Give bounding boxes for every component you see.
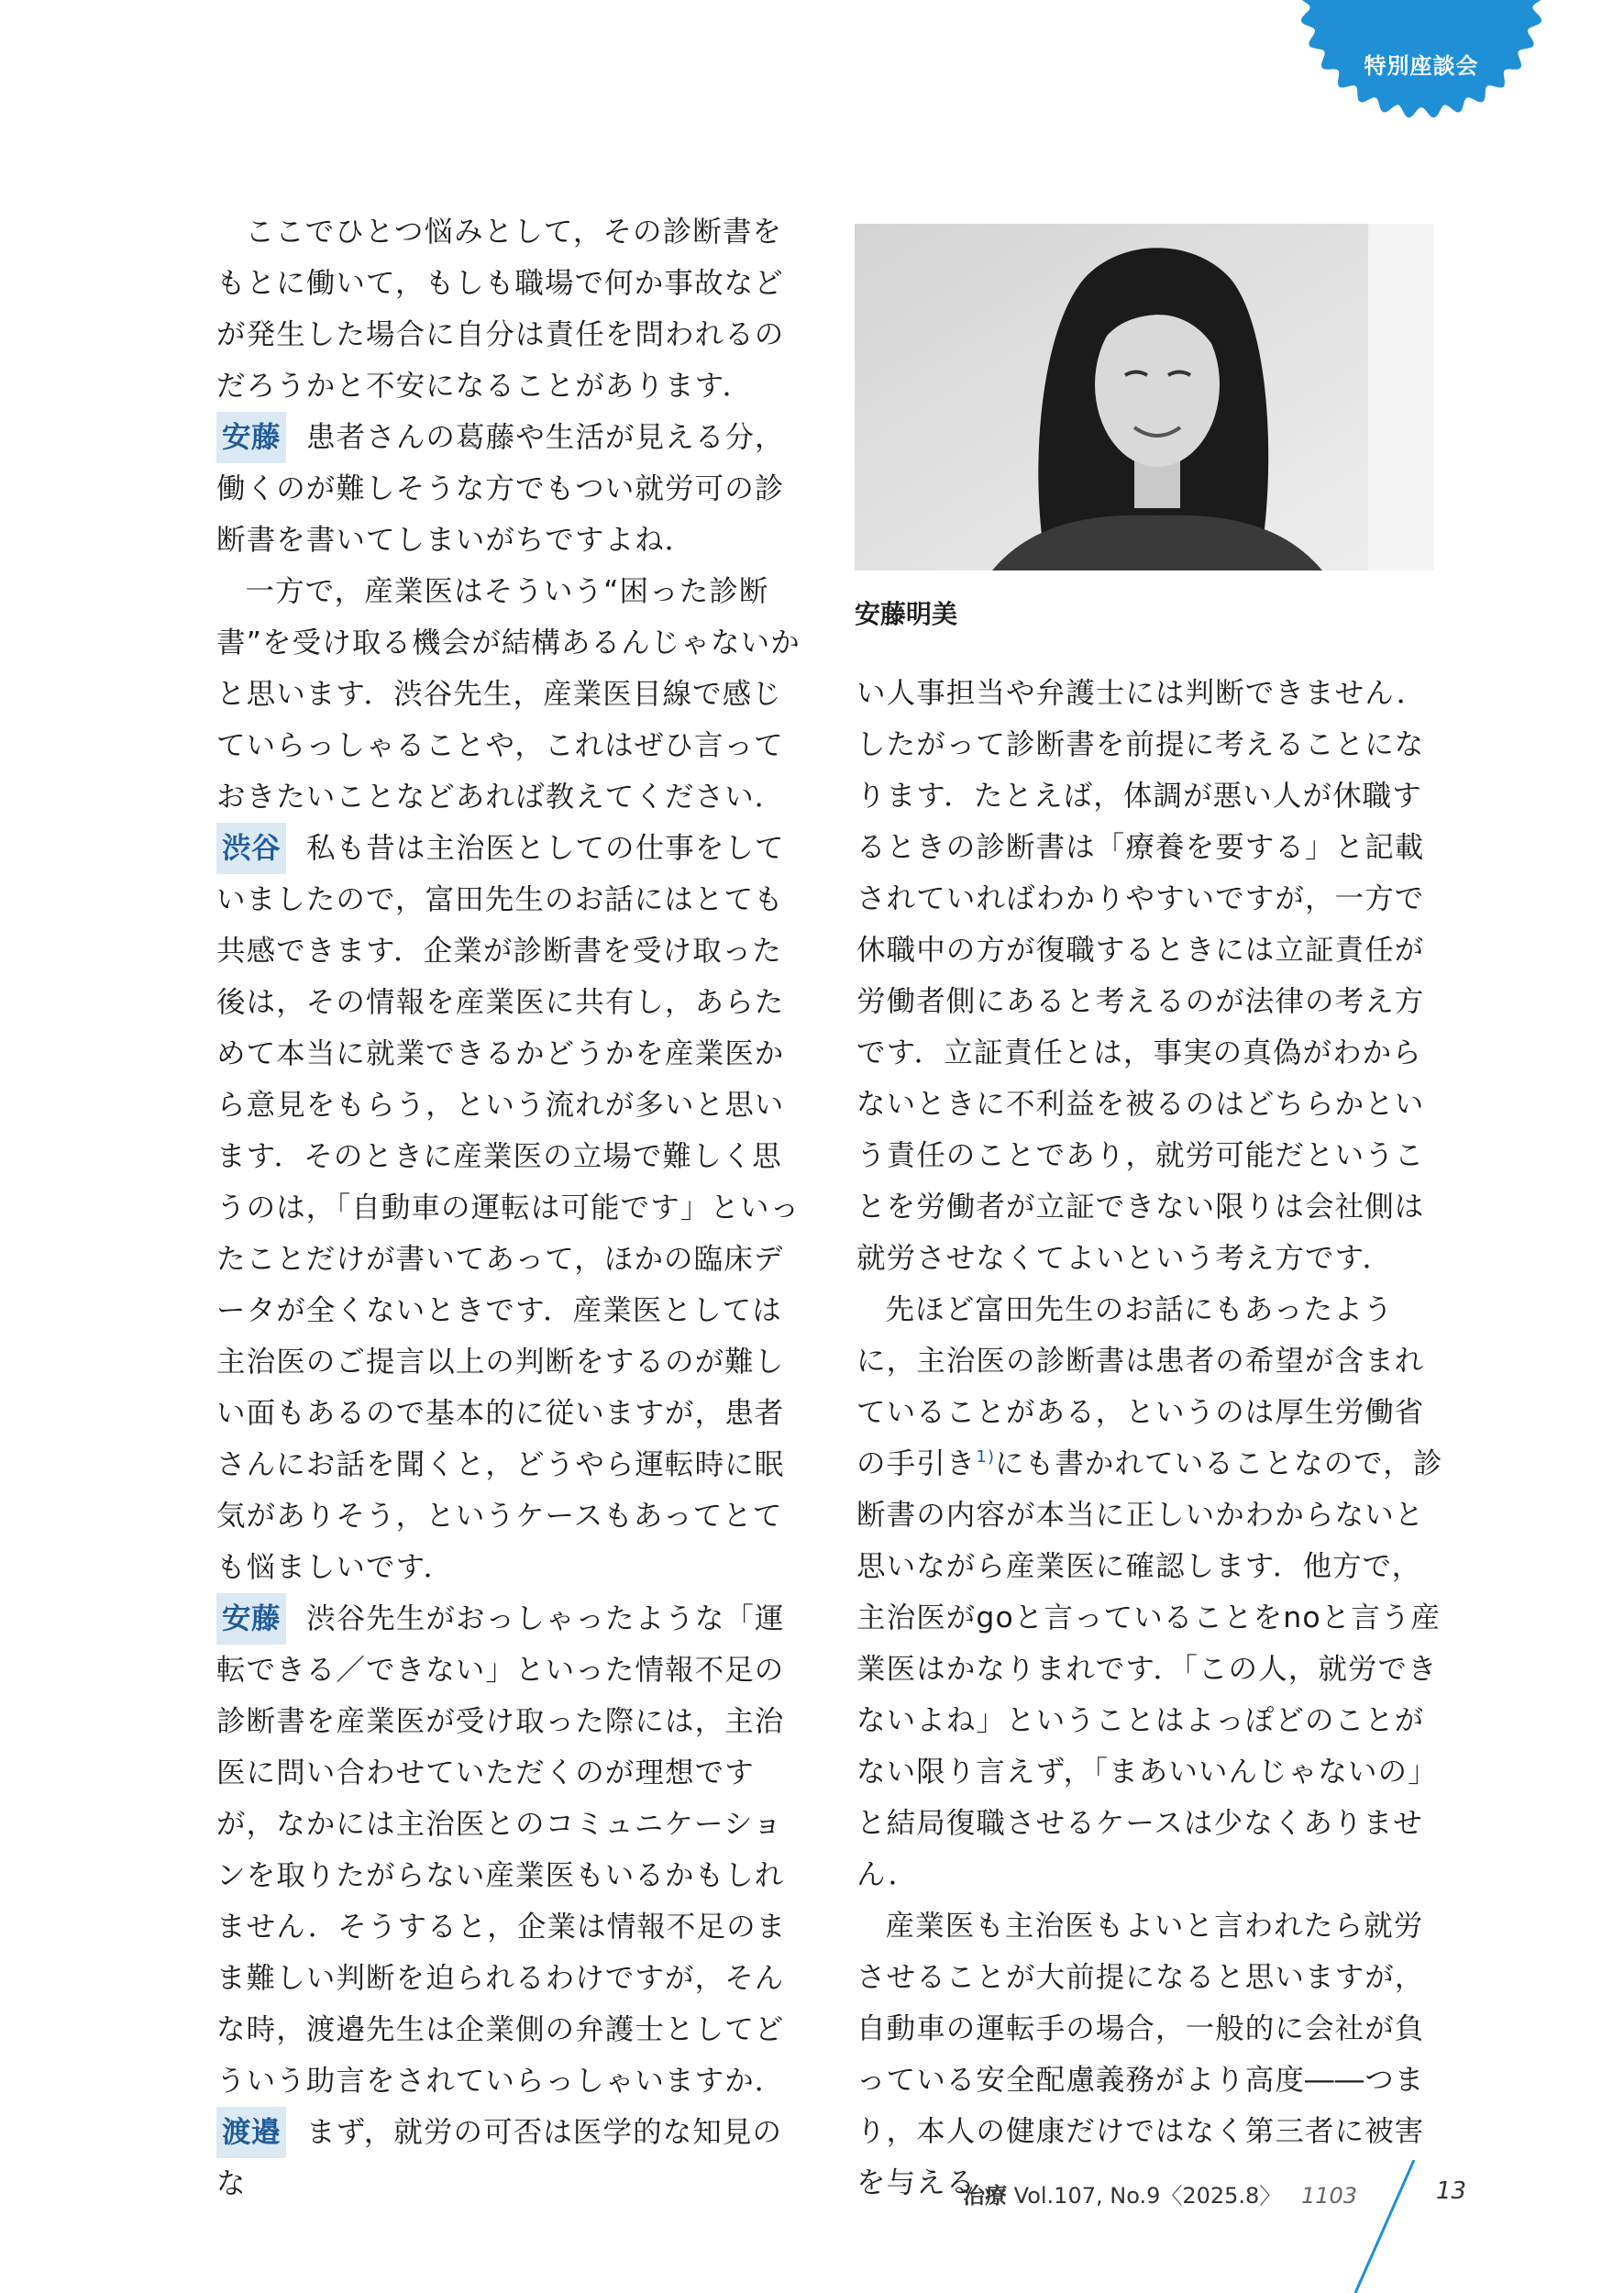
portrait-image bbox=[855, 224, 1434, 570]
photo-caption: 安藤明美 bbox=[855, 599, 958, 629]
paragraph: 先ほど富田先生のお話にもあったように，主治医の診断書は患者の希望が含まれていることがある，というのは厚生労働省の手引き$^{1)}$にも書かれていることなので，診断書の内容が本当に正しいかわからないと思いながら産業医に確認します．他方で，主治医がgoと言っていることをnoと言う産業医はかなりまれです．「この人，就労できないよね」ということはよっぽどのことがない限り言えず，「まあいいんじゃないの」と結局復職させるケースは少なくありません． bbox=[856, 1293, 1443, 1891]
paragraph-shibuya: 渋谷 私も昔は主治医としての仕事をしていましたので，富田先生のお話にはとても共感できます．企業が診断書を受け取った後は，その情報を産業医に共有し，あらためて本当に就業できるかどうかを産業医から意見をもらう，という流れが多いと思います．そのときに産業医の立場で難しく思うのは，「自動車の運転は可能です」といったことだけが書いてあって，ほかの臨床データが全くないときです．産業医としては主治医のご提言以上の判断をするのが難しい面もあるので基本的に従いますが，患者さんにお話を聞くと，どうやら運転時に眠気がありそう，というケースもあってとても悩ましいです． bbox=[216, 823, 803, 1593]
paragraph-ando-1: 安藤 患者さんの葛藤や生活が見える分，働くのが難しそうな方でもつい就労可の診断書を書いてしまいがちですよね． bbox=[216, 412, 803, 566]
speaker-label-ando: 安藤 bbox=[216, 1593, 286, 1645]
paragraph-watanabe: 渡邉 まず，就労の可否は医学的な知見のな bbox=[216, 2107, 803, 2210]
reference-marker[interactable]: 1) bbox=[976, 1447, 996, 1467]
journal-issue: Vol.107, No.9〈2025.8〉 bbox=[1013, 2183, 1282, 2209]
speaker-label-ando: 安藤 bbox=[216, 412, 286, 463]
page-footer bbox=[963, 2177, 1357, 2210]
paragraph: 産業医も主治医もよいと言われたら就労させることが大前提になると思いますが，自動車の運転手の場合，一般的に会社が負っている安全配慮義務がより高度――つまり，本人の健康だけではなく第三者に被害を与える bbox=[856, 1910, 1425, 2199]
paragraph-continued: い人事担当や弁護士には判断できません．したがって診断書を前提に考えることになります．たとえば，体調が悪い人が休職するときの診断書は「療養を要する」と記載されていればわかりやすいですが，一方で休職中の方が復職するときには立証責任が労働者側にあると考えるのが法律の考え方です．立証責任とは，事実の真偽がわからないときに不利益を被るのはどちらかという責任のことであり，就労可能だということを労働者が立証できない限りは会社側は就労させなくてよいという考え方です． bbox=[856, 677, 1427, 1275]
page-number: 13 bbox=[1436, 2177, 1467, 2205]
speaker-label-watanabe: 渡邉 bbox=[216, 2107, 286, 2158]
paragraph: 一方で，産業医はそういう“困った診断書”を受け取る機会が結構あるんじゃないかと思います．渋谷先生，産業医目線で感じていらっしゃることや，これはぜひ言っておきたいことなどあれば教えてください． bbox=[216, 575, 801, 814]
absolute-page-number: 1103 bbox=[1300, 2183, 1358, 2209]
section-badge bbox=[1284, 0, 1559, 119]
section-badge-label: 特別座談会 bbox=[1364, 53, 1479, 79]
footer-slash-decoration bbox=[1346, 2160, 1429, 2293]
paragraph: ここでひとつ悩みとして，その診断書をもとに働いて，もしも職場で何か事故などが発生した場合に自分は責任を問われるのだろうかと不安になることがあります． bbox=[216, 216, 785, 403]
portrait-photo bbox=[855, 224, 1434, 570]
speaker-label-shibuya: 渋谷 bbox=[216, 823, 286, 874]
article-column-left bbox=[216, 206, 803, 2210]
journal-title: 治療 bbox=[963, 2183, 1007, 2209]
article-column-right bbox=[856, 668, 1443, 2209]
paragraph-ando-2: 安藤 渋谷先生がおっしゃったような「運転できる／できない」といった情報不足の診断書を産業医が受け取った際には，主治医に問い合わせていただくのが理想ですが，なかには主治医とのコミュニケーションを取りたがらない産業医もいるかもしれません．そうすると，企業は情報不足のまま難しい判断を迫られるわけですが，そんな時，渡邉先生は企業側の弁護士としてどういう助言をされていらっしゃいますか． bbox=[216, 1593, 803, 2107]
